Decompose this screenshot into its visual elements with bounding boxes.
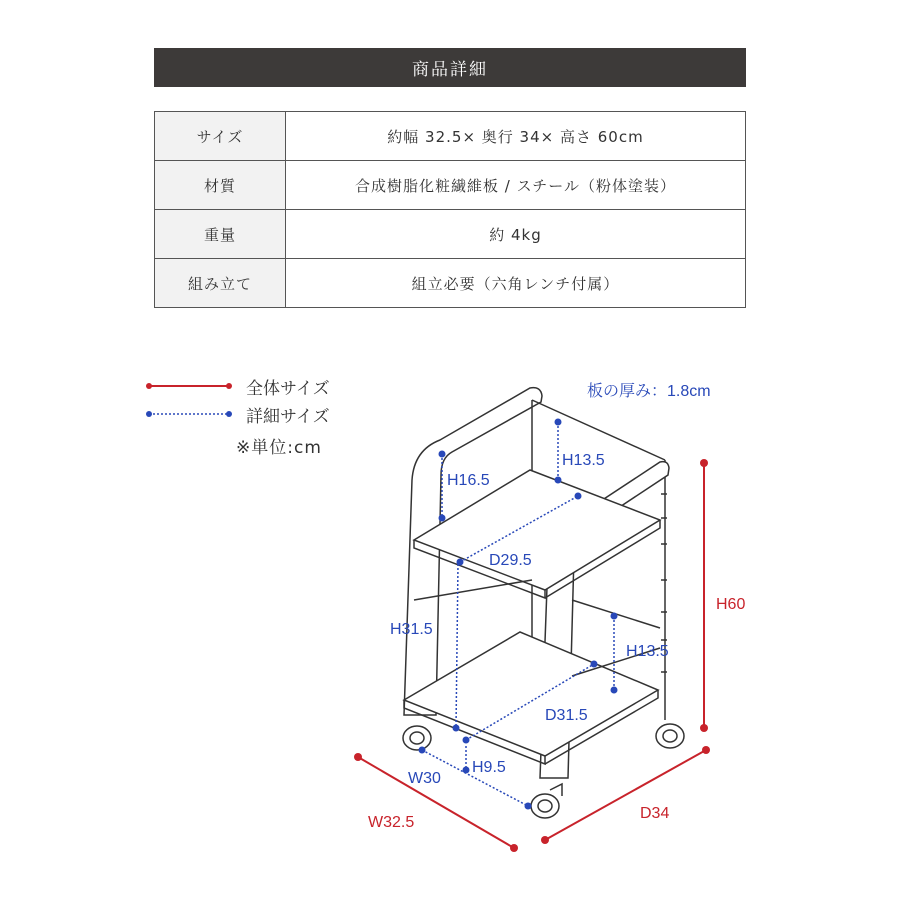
label-d29: D29.5 bbox=[489, 552, 532, 569]
label-h9: H9.5 bbox=[472, 759, 506, 776]
section-title: 商品詳細 bbox=[412, 60, 488, 80]
spec-value: 組立必要（六角レンチ付属） bbox=[286, 259, 746, 308]
label-w32: W32.5 bbox=[368, 814, 415, 831]
spec-label: サイズ bbox=[155, 112, 286, 161]
label-h13-top: H13.5 bbox=[562, 452, 605, 469]
spec-value: 合成樹脂化粧繊維板 / スチール（粉体塗装） bbox=[286, 161, 746, 210]
label-d34: D34 bbox=[640, 805, 670, 822]
cart-illustration bbox=[403, 388, 684, 818]
label-h16: H16.5 bbox=[447, 472, 490, 489]
legend-detail-label: 詳細サイズ bbox=[246, 406, 330, 427]
spec-value: 約幅 32.5× 奥行 34× 高さ 60cm bbox=[286, 112, 746, 161]
label-w30: W30 bbox=[408, 770, 441, 787]
spec-label: 組み立て bbox=[155, 259, 286, 308]
legend-overall-label: 全体サイズ bbox=[246, 378, 330, 399]
label-d31: D31.5 bbox=[545, 707, 588, 724]
label-h13-mid: H13.5 bbox=[626, 643, 669, 660]
spec-label: 重量 bbox=[155, 210, 286, 259]
label-h60: H60 bbox=[716, 596, 746, 613]
spec-value: 約 4kg bbox=[286, 210, 746, 259]
spec-label: 材質 bbox=[155, 161, 286, 210]
unit-note: ※単位:cm bbox=[236, 438, 322, 458]
board-thickness-label: 板の厚み：1.8cm bbox=[587, 383, 711, 400]
label-h31: H31.5 bbox=[390, 621, 433, 638]
